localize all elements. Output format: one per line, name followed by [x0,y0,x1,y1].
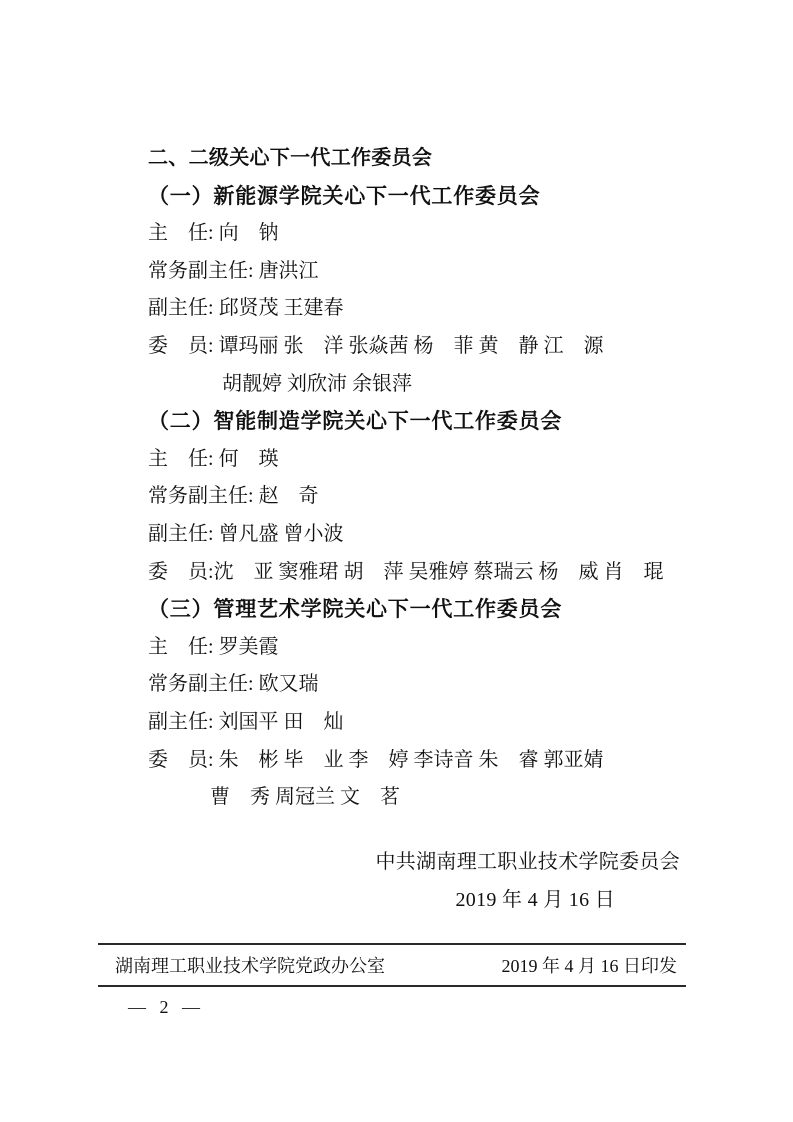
member-row [148,215,708,253]
member-row-continuation [148,779,708,817]
member-row [148,554,708,592]
member-names: 罗美霞 [218,635,279,658]
footer-bar [98,943,686,987]
member-names: 沈 亚 窦雅珺 胡 萍 吴雅婷 蔡瑞云 杨 威 肖 琨 [213,560,664,583]
main-heading: 二、二级关心下一代工作委员会 [148,147,433,169]
member-names: 何 瑛 [218,447,279,470]
signature-organization: 中共湖南理工职业技术学院委员会 [375,851,680,873]
member-names: 曾凡盛 曾小波 [218,522,344,545]
member-names: 欧又瑞 [258,673,319,696]
role-label: 副主任: [148,297,219,320]
member-names: 唐洪江 [258,259,319,282]
member-row [148,441,708,479]
role-label: 常务副主任: [148,673,259,696]
role-label: 常务副主任: [148,485,259,508]
role-label: 委 员: [148,334,219,357]
member-names: 向 钠 [218,222,279,245]
section-1-heading: （一）新能源学院关心下一代工作委员会 [148,183,541,208]
member-names: 刘国平 田 灿 [218,710,344,733]
page-number: — 2 — [128,997,201,1017]
member-row [148,742,708,780]
member-row [148,478,708,516]
role-label: 委 员: [148,748,219,771]
member-row [148,516,708,554]
footer-print-date: 2019 年 4 月 16 日印发 [501,956,677,976]
signature-date: 2019 年 4 月 16 日 [455,889,615,911]
member-row [148,704,708,742]
member-names: 胡靓婷 刘欣沛 余银萍 [222,372,412,395]
signature-block [0,843,793,919]
footer-row [98,945,686,985]
member-names: 赵 奇 [258,485,319,508]
section-2-heading: （二）智能制造学院关心下一代工作委员会 [148,409,563,434]
role-label: 副主任: [148,710,219,733]
member-row [148,328,708,366]
member-row [148,666,708,704]
footer-rule-bottom [98,985,686,987]
member-row [148,629,708,667]
member-names: 朱 彬 毕 业 李 婷 李诗音 朱 睿 郭亚婧 [218,748,604,771]
member-row [148,290,708,328]
role-label: 常务副主任: [148,259,259,282]
member-names: 曹 秀 周冠兰 文 茗 [210,786,400,809]
document-body [148,140,708,817]
role-label: 主 任: [148,635,219,658]
member-row [148,253,708,291]
role-label: 主 任: [148,447,219,470]
member-row-continuation [148,366,708,404]
footer-issuing-office: 湖南理工职业技术学院党政办公室 [115,956,385,976]
role-label: 委 员: [148,560,214,583]
role-label: 主 任: [148,222,219,245]
section-3-heading: （三）管理艺术学院关心下一代工作委员会 [148,597,563,622]
member-names: 谭玛丽 张 洋 张焱茜 杨 菲 黄 静 江 源 [218,334,604,357]
member-names: 邱贤茂 王建春 [218,297,344,320]
role-label: 副主任: [148,522,219,545]
